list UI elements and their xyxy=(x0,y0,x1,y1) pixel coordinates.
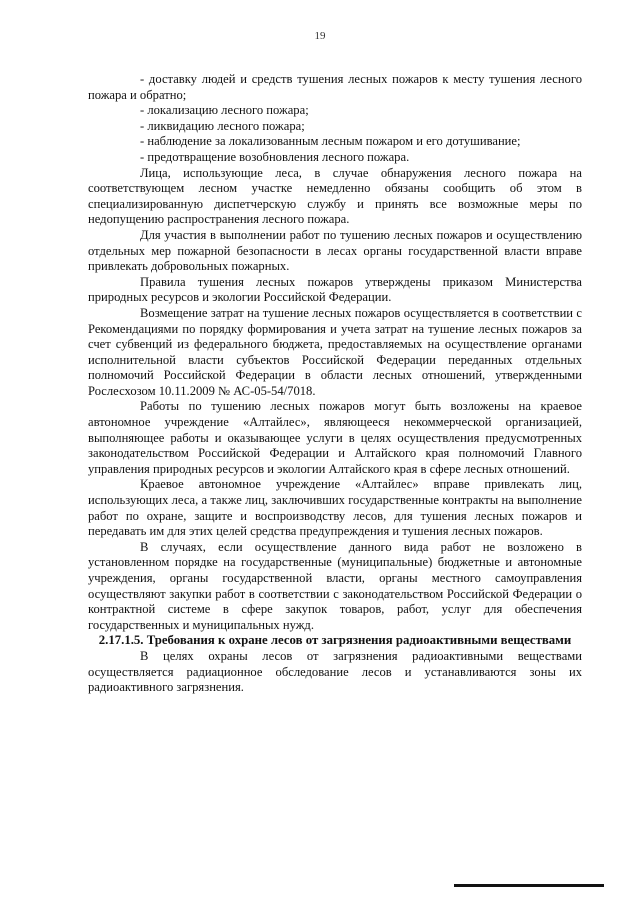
list-item: - доставку людей и средств тушения лесных пожаров к месту тушения лесного пожара и обратно; xyxy=(88,72,582,102)
paragraph: В целях охраны лесов от загрязнения радиоактивными веществами осуществляется радиационное обследование лесов и устанавливаются зоны их радиоактивного загрязнения. xyxy=(88,648,582,695)
page-body xyxy=(88,72,582,696)
list-item: - ликвидацию лесного пожара; xyxy=(140,118,305,133)
paragraph: Работы по тушению лесных пожаров могут быть возложены на краевое автономное учреждение «Алтайлес», являющееся некоммерческой организацией, выполняющее работы и оказывающее услуги в целях осуществления предусмотренных законодательством Российской Федерации и Алтайского края полномочий Главного управления природных ресурсов и экологии Алтайского края в сфере лесных отношений. xyxy=(88,399,582,476)
paragraph: Для участия в выполнении работ по тушению лесных пожаров и осуществлению отдельных мер пожарной безопасности в лесах органы государственной власти вправе привлекать добровольных пожарных. xyxy=(88,227,582,274)
section-heading: 2.17.1.5. Требования к охране лесов от загрязнения радиоактивными веществами xyxy=(98,633,572,648)
paragraph: Краевое автономное учреждение «Алтайлес» вправе привлекать лиц, использующих леса, а также лиц, заключивших государственные контракты на выполнение работ по охране, защите и воспроизводству лесов, для тушения лесных пожаров и передавать им для этих целей средства предупреждения и тушения лесных пожаров. xyxy=(88,477,582,539)
list-item: - локализацию лесного пожара; xyxy=(140,103,309,118)
page-number: 19 xyxy=(314,30,326,42)
paragraph: Правила тушения лесных пожаров утверждены приказом Министерства природных ресурсов и экологии Российской Федерации. xyxy=(88,274,582,305)
paragraph: Возмещение затрат на тушение лесных пожаров осуществляется в соответствии с Рекомендациями по порядку формирования и учета затрат на тушение лесных пожаров за счет субвенций из федерального бюджета, предоставляемых на осуществление органами исполнительной власти субъектов Российской Федерации переданных отдельных полномочий Российской Федерации в области лесных отношений, утвержденными Рослесхозом 10.11.2009 № АС-05-54/7018. xyxy=(88,305,582,398)
footer-rule xyxy=(454,884,604,887)
paragraph: Лица, использующие леса, в случае обнаружения лесного пожара на соответствующем лесном участке немедленно обязаны сообщить об этом в специализированную диспетчерскую службу и принять все возможные меры по недопущению распространения лесного пожара. xyxy=(88,165,582,227)
paragraph: В случаях, если осуществление данного вида работ не возложено в установленном порядке на государственные (муниципальные) бюджетные и автономные учреждения, органы государственной власти, органы местного самоуправления осуществляют закупки работ в соответствии с законодательством Российской Федерации о контрактной системе в сфере закупок товаров, работ, услуг для обеспечения государственных и муниципальных нужд. xyxy=(88,539,582,632)
list-item: - наблюдение за локализованным лесным пожаром и его дотушивание; xyxy=(140,134,521,149)
list-item: - предотвращение возобновления лесного пожара. xyxy=(140,149,410,164)
